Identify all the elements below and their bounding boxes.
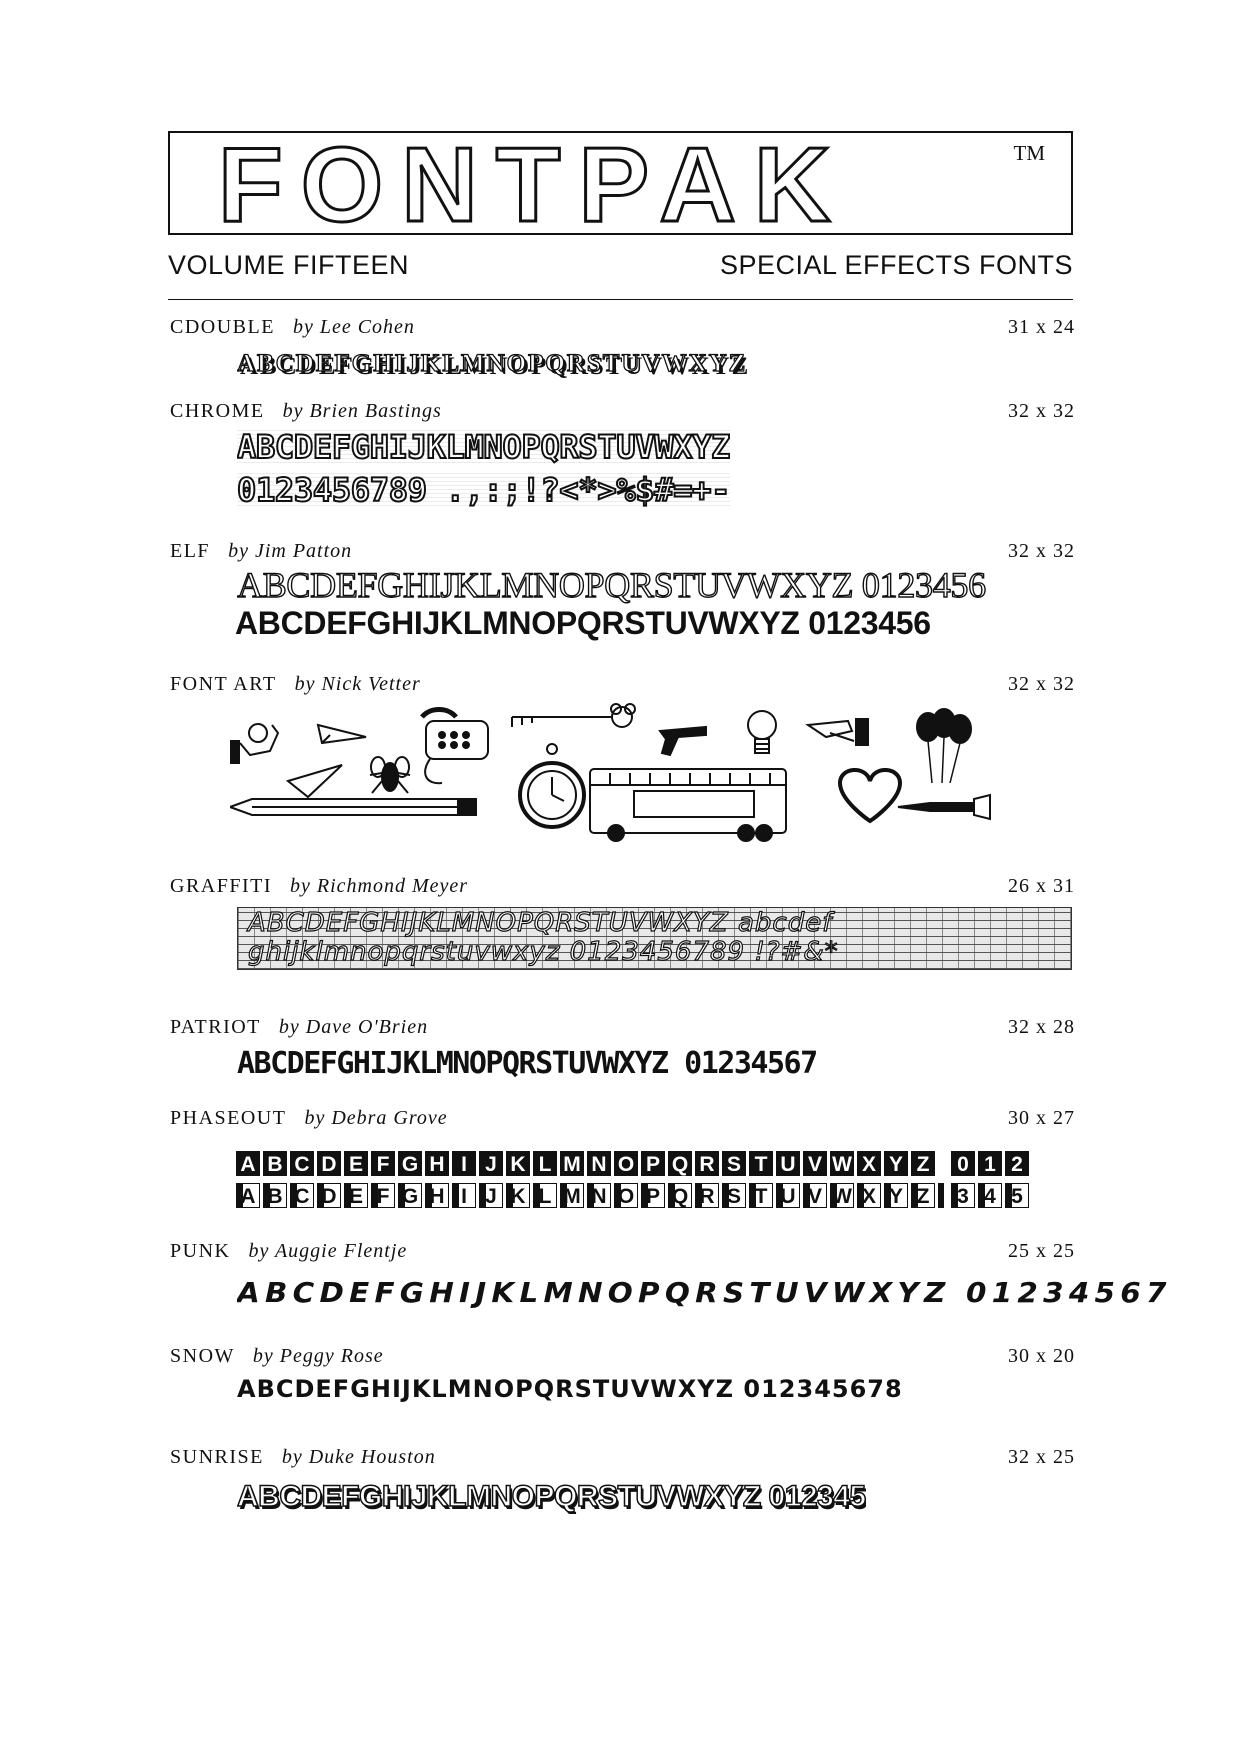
font-sample-lowercase: ghijklmnopqrstuvwxyz 0123456789 !?#&* <box>248 937 839 967</box>
phaseout-tile: X <box>857 1183 881 1208</box>
font-size: 32 x 25 <box>1008 1446 1075 1468</box>
phaseout-tile: W <box>830 1151 854 1176</box>
paper-plane-icon <box>288 725 366 797</box>
phaseout-tile: T <box>749 1151 773 1176</box>
font-sample: ABCDEFGHIJKLMNOPQRSTUVWXYZ 01234567 <box>237 1276 1172 1309</box>
font-sample-outline: ABCDEFGHIJKLMNOPQRSTUVWXYZ 0123456 <box>237 565 986 605</box>
phaseout-tile: I <box>452 1151 476 1176</box>
phaseout-tile: R <box>695 1151 719 1176</box>
font-author: by Dave O'Brien <box>278 1016 429 1038</box>
font-header <box>170 1240 1075 1268</box>
font-size: 26 x 31 <box>1008 875 1075 897</box>
font-name: CHROME <box>170 400 265 422</box>
screw-icon <box>898 795 990 819</box>
phaseout-tile: J <box>479 1151 503 1176</box>
phaseout-tile: 1 <box>978 1151 1002 1176</box>
font-size: 32 x 32 <box>1008 540 1075 562</box>
volume-title: VOLUME FIFTEEN <box>168 250 410 280</box>
font-sample: ABCDEFGHIJKLMNOPQRSTUVWXYZ <box>237 428 731 466</box>
font-name: PATRIOT <box>170 1016 261 1038</box>
phaseout-tile: E <box>344 1151 368 1176</box>
phaseout-tile: R <box>695 1183 719 1208</box>
font-author: by Lee Cohen <box>292 316 415 338</box>
font-section-font-art <box>170 673 1075 853</box>
phaseout-tile: P <box>641 1151 665 1176</box>
phaseout-tile: 0 <box>951 1151 975 1176</box>
phaseout-tile: M <box>560 1151 584 1176</box>
font-author: by Nick Vetter <box>294 673 421 695</box>
font-name: CDOUBLE <box>170 316 275 338</box>
phaseout-tile: Y <box>884 1183 908 1208</box>
font-name: PUNK <box>170 1240 231 1262</box>
phaseout-tile: F <box>371 1151 395 1176</box>
font-sample: ABCDEFGHIJKLMNOPQRSTUVWXYZ <box>237 350 748 377</box>
phaseout-tile: C <box>290 1151 314 1176</box>
font-author: by Auggie Flentje <box>248 1240 408 1262</box>
phaseout-tile: U <box>776 1183 800 1208</box>
balloons-icon <box>917 709 971 783</box>
phaseout-row-1 <box>236 1151 1029 1176</box>
font-author: by Richmond Meyer <box>290 875 469 897</box>
volume-subtitle: SPECIAL EFFECTS FONTS <box>719 250 1073 280</box>
font-name: GRAFFITI <box>170 875 273 897</box>
telephone-icon <box>422 710 488 784</box>
phaseout-tile: B <box>263 1183 287 1208</box>
font-header <box>170 1345 1075 1373</box>
key-icon <box>512 704 635 727</box>
phaseout-tile: M <box>560 1183 584 1208</box>
revolver-icon <box>660 727 706 755</box>
font-section-punk <box>170 1240 1172 1320</box>
font-sample: ABCDEFGHIJKLMNOPQRSTUVWXYZ 01234567 <box>237 1046 817 1081</box>
phaseout-tile: U <box>776 1151 800 1176</box>
phaseout-tile: V <box>803 1183 827 1208</box>
font-name: ELF <box>170 540 211 562</box>
font-size: 32 x 32 <box>1008 673 1075 695</box>
pencil-icon <box>230 799 476 815</box>
font-section-snow <box>170 1345 1075 1415</box>
phaseout-tile: L <box>533 1151 557 1176</box>
heart-icon <box>840 770 900 821</box>
phaseout-tile: V <box>803 1151 827 1176</box>
font-name: PHASEOUT <box>170 1107 287 1129</box>
font-author: by Duke Houston <box>281 1446 436 1468</box>
font-header <box>170 400 1075 428</box>
phaseout-tile: K <box>506 1183 530 1208</box>
font-section-graffiti <box>170 875 1075 985</box>
trademark: TM <box>1013 141 1045 165</box>
phaseout-tile: 4 <box>978 1183 1002 1208</box>
font-section-phaseout <box>170 1107 1075 1217</box>
brick-wall <box>237 907 1072 970</box>
divider <box>168 299 1073 300</box>
font-author: by Debra Grove <box>304 1107 448 1129</box>
phaseout-tile: 3 <box>951 1183 975 1208</box>
font-size: 25 x 25 <box>1008 1240 1075 1262</box>
phaseout-tile: X <box>857 1151 881 1176</box>
font-sample-numbers: 0123456789 .,:;!?<*>%$#=+- <box>237 471 731 509</box>
phaseout-tile: G <box>398 1183 422 1208</box>
phaseout-tile: N <box>587 1183 611 1208</box>
pocket-watch-icon <box>520 744 584 827</box>
phaseout-tile: L <box>533 1183 557 1208</box>
phaseout-tile: G <box>398 1151 422 1176</box>
font-sample: ABCDEFGHIJKLMNOPQRSTUVWXYZ 012345 <box>237 1480 866 1513</box>
phaseout-tile: Q <box>668 1183 692 1208</box>
phaseout-tile: N <box>587 1151 611 1176</box>
font-size: 30 x 27 <box>1008 1107 1075 1129</box>
phaseout-tile: S <box>722 1151 746 1176</box>
phaseout-tile: A <box>236 1183 260 1208</box>
font-header <box>170 875 1075 903</box>
font-name: FONT ART <box>170 673 277 695</box>
font-name: SNOW <box>170 1345 235 1367</box>
phaseout-row-2 <box>236 1183 1029 1208</box>
font-size: 30 x 20 <box>1008 1345 1075 1367</box>
phaseout-tile: P <box>641 1183 665 1208</box>
font-author: by Peggy Rose <box>252 1345 384 1367</box>
phaseout-tile: S <box>722 1183 746 1208</box>
phaseout-tile: T <box>749 1183 773 1208</box>
phaseout-tile: 5 <box>1005 1183 1029 1208</box>
font-author: by Brien Bastings <box>282 400 442 422</box>
font-name: SUNRISE <box>170 1446 264 1468</box>
clip-art-gallery <box>230 703 1070 843</box>
font-author: by Jim Patton <box>228 540 353 562</box>
font-header <box>170 673 1075 701</box>
font-section-sunrise <box>170 1446 1075 1526</box>
phaseout-tile: H <box>425 1151 449 1176</box>
phaseout-tile: Q <box>668 1151 692 1176</box>
font-sample: ABCDEFGHIJKLMNOPQRSTUVWXYZ abcdef <box>248 908 833 938</box>
font-section-patriot <box>170 1016 1075 1086</box>
phaseout-tile: A <box>236 1151 260 1176</box>
phaseout-tile: O <box>614 1183 638 1208</box>
font-section-elf <box>170 540 1075 660</box>
fly-icon <box>370 757 410 793</box>
phaseout-tile: H <box>425 1183 449 1208</box>
phaseout-tile: K <box>506 1151 530 1176</box>
fontpak-logo <box>168 126 1073 244</box>
font-sample: ABCDEFGHIJKLMNOPQRSTUVWXYZ 012345678 <box>237 1375 903 1403</box>
phaseout-tile: W <box>830 1183 854 1208</box>
font-section-cdouble <box>170 316 1075 386</box>
phaseout-tile: D <box>317 1151 341 1176</box>
font-header <box>170 1446 1075 1474</box>
phaseout-tile: Z <box>911 1183 935 1208</box>
font-size: 32 x 28 <box>1008 1016 1075 1038</box>
font-section-chrome <box>170 400 1075 520</box>
phaseout-tile: B <box>263 1151 287 1176</box>
phaseout-tile: D <box>317 1183 341 1208</box>
logo-text: FONTPAK <box>218 126 849 244</box>
font-size: 32 x 32 <box>1008 400 1075 422</box>
phaseout-tile: Z <box>911 1151 935 1176</box>
phaseout-tile: C <box>290 1183 314 1208</box>
font-header <box>170 316 1075 344</box>
phaseout-tile: I <box>452 1183 476 1208</box>
phaseout-tile: 2 <box>1005 1151 1029 1176</box>
phaseout-tile: F <box>371 1183 395 1208</box>
pointing-hand-icon <box>808 719 868 745</box>
font-header <box>170 1107 1075 1135</box>
phaseout-tile <box>938 1183 948 1208</box>
font-header <box>170 1016 1075 1044</box>
phaseout-tile: E <box>344 1183 368 1208</box>
light-bulb-icon <box>748 711 776 753</box>
ok-hand-icon <box>230 724 278 763</box>
bus-icon <box>590 769 786 841</box>
phaseout-tile: J <box>479 1183 503 1208</box>
phaseout-tile: O <box>614 1151 638 1176</box>
font-size: 31 x 24 <box>1008 316 1075 338</box>
phaseout-tile: Y <box>884 1151 908 1176</box>
font-sample-solid: ABCDEFGHIJKLMNOPQRSTUVWXYZ 0123456 <box>235 605 931 641</box>
phaseout-tile <box>938 1151 948 1176</box>
